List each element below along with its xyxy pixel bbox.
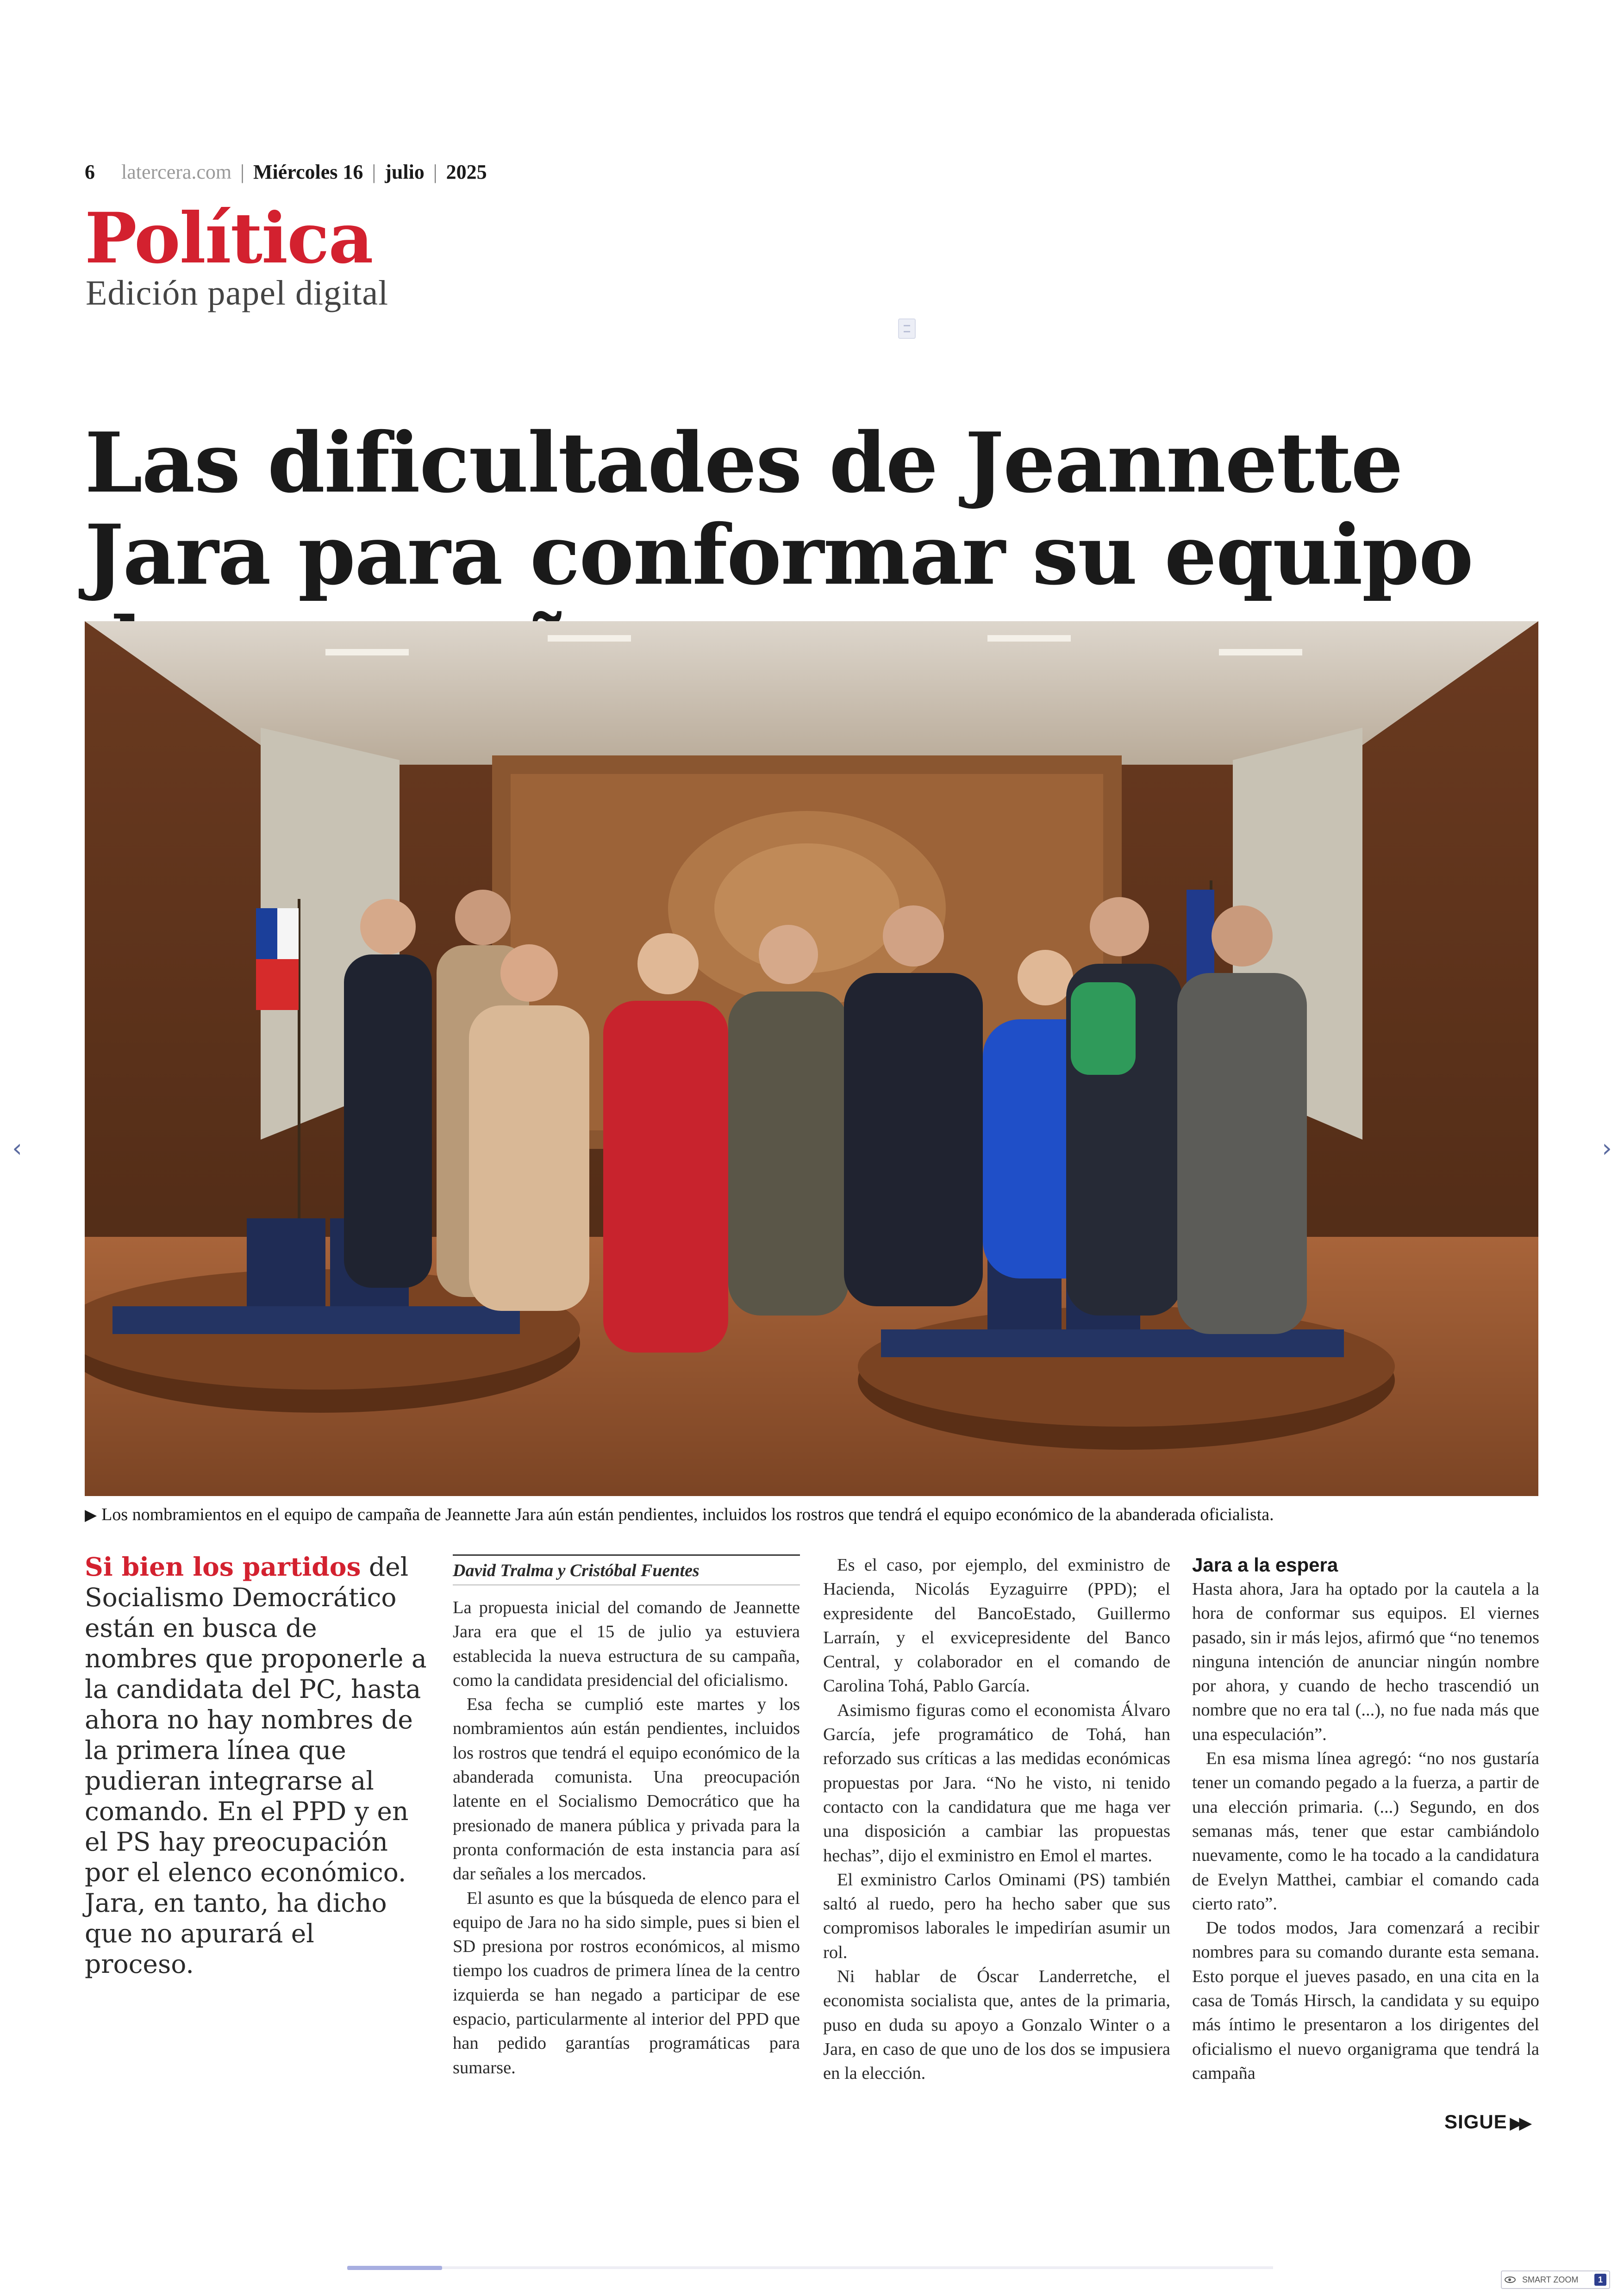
header-separator: | — [372, 161, 376, 183]
smart-zoom-label: SMART ZOOM — [1522, 2275, 1579, 2284]
chevron-right-icon: › — [1602, 1133, 1612, 1163]
lead-text: del Socialismo Democrático están en busca de nombres que proponerle a la candidata del PC, hasta ahora no hay nombres de la primera línea que pudieran integrarse al comando. En el PPD y en el PS hay preocupación por el elenco económico. Jara, en tanto, ha dicho que no apurará el proceso. — [85, 1552, 427, 1979]
chevron-left-icon: ‹ — [12, 1133, 22, 1163]
header-date-month: julio — [385, 161, 425, 183]
paragraph: Es el caso, por ejemplo, del exministro de Hacienda, Nicolás Eyzaguirre (PPD); el expresidente del BancoEstado, Guillermo Larraín, y el exvicepresidente del Banco Central, y colaborador en el comando de Carolina Tohá, Pablo García. — [823, 1555, 1170, 1696]
article-headline: Las dificultades de Jeannette Jara para conformar su equipo — [85, 414, 1473, 604]
header-date-year: 2025 — [446, 161, 487, 183]
page-marker-icon[interactable] — [898, 318, 916, 339]
article-column-2 — [453, 1554, 800, 2080]
edition-label: Edición papel digital — [86, 274, 389, 312]
paragraph: El asunto es que la búsqueda de elenco para el equipo de Jara no ha sido simple, pues si bien el SD presiona por rostros económicos, al mismo tiempo los cuadros de primera línea de la centro izquierda se han negado a participar de ese espacio, particularmente al interior del PPD que han pedido garantías programáticas para sumarse. — [453, 1888, 800, 2077]
page-scrollbar-track[interactable] — [347, 2266, 1273, 2269]
paragraph: Ni hablar de Óscar Landerretche, el economista socialista que, antes de la primaria, puso en duda su apoyo a Gonzalo Winter o a Jara, en caso de que uno de los dos se impusiera en la elección. — [823, 1967, 1170, 2083]
page-number: 6 — [85, 161, 95, 183]
photo-caption — [85, 1504, 1543, 1525]
paragraph: El exministro Carlos Ominami (PS) también saltó al ruedo, pero ha hecho saber que sus compromisos laborales le impedirían asumir un rol. — [823, 1870, 1170, 1962]
page-header — [85, 160, 487, 184]
continue-text: SIGUE — [1444, 2111, 1507, 2133]
page-scrollbar-thumb[interactable] — [347, 2266, 442, 2270]
paragraph: Hasta ahora, Jara ha optado por la cautela a la hora de conformar sus equipos. El viernes pasado, sin ir más lejos, afirmó que “no tenemos ninguna intención de anunciar ningún nombre por ahora, y cuando de hecho trascendió un nombre que no era tal (...), no fue nada más que una especulación”. — [1192, 1579, 1539, 1744]
eye-icon — [1505, 2276, 1516, 2283]
header-separator: | — [433, 161, 437, 183]
byline: David Tralma y Cristóbal Fuentes — [453, 1554, 800, 1585]
article-column-3 — [823, 1553, 1170, 2086]
prev-page-button[interactable] — [6, 1134, 28, 1162]
next-page-button[interactable] — [1596, 1134, 1618, 1162]
paragraph: Asimismo figuras como el economista Álvaro García, jefe programático de Tohá, han reforzado sus críticas a las medidas económicas propuestas por Jara. “No he visto, ni tenido contacto con la candidatura que me haga ver una disposición a cambiar las propuestas hechas”, dijo el exministro en Emol el martes. — [823, 1700, 1170, 1865]
paragraph: De todos modos, Jara comenzará a recibir nombres para su comando durante esta semana. Esto porque el jueves pasado, en una cita en la casa de Tomás Hirsch, la candidata y su equipo más íntimo le presentaron a los dirigentes del oficialismo el nuevo organigrama que tendrá la campaña — [1192, 1918, 1539, 2083]
paragraph: En esa misma línea agregó: “no nos gustaría tener un comando pegado a la fuerza, a partir de una elección primaria. (...) Segundo, en dos semanas más, tener que estar cambiándolo nuevamente, como le ha tocado a la candidatura de Evelyn Matthei, cambiar el comando cada cierto rato”. — [1192, 1749, 1539, 1914]
caption-triangle-icon: ▶ — [85, 1507, 97, 1524]
section-title: Política — [85, 198, 373, 279]
header-date-day: Miércoles 16 — [253, 161, 363, 183]
site-name: latercera.com — [121, 161, 232, 183]
article-column-4 — [1192, 1553, 1539, 2085]
lead-highlight: Si bien los partidos — [85, 1552, 361, 1582]
caption-text: Los nombramientos en el equipo de campaña de Jeannette Jara aún están pendientes, incluidos los rostros que tendrá el equipo económico de la abanderada oficialista. — [101, 1505, 1274, 1524]
paragraph: La propuesta inicial del comando de Jeannette Jara era que el 15 de julio ya estuviera establecida la nueva estructura de su campaña, como la candidata presidencial del oficialismo. — [453, 1598, 800, 1690]
article-subhead: Jara a la espera — [1192, 1554, 1338, 1576]
article-lead — [85, 1552, 430, 1979]
continue-label[interactable] — [1444, 2111, 1529, 2133]
smart-zoom-button[interactable] — [1501, 2270, 1610, 2289]
header-separator: | — [240, 161, 244, 183]
article-photo — [85, 621, 1538, 1496]
page-indicator: 1 — [1594, 2274, 1606, 2286]
paragraph: Esa fecha se cumplió este martes y los nombramientos aún están pendientes, incluidos los rostros que tendrá el equipo económico de la abanderada comunista. Una preocupación latente en el Socialismo Democrático que ha presionado de manera pública y privada para la pronta conformación de esta instancia para así dar señales a los mercados. — [453, 1695, 800, 1884]
double-arrow-icon: ▶▶ — [1510, 2114, 1529, 2132]
photo-illustration — [85, 621, 1538, 1496]
